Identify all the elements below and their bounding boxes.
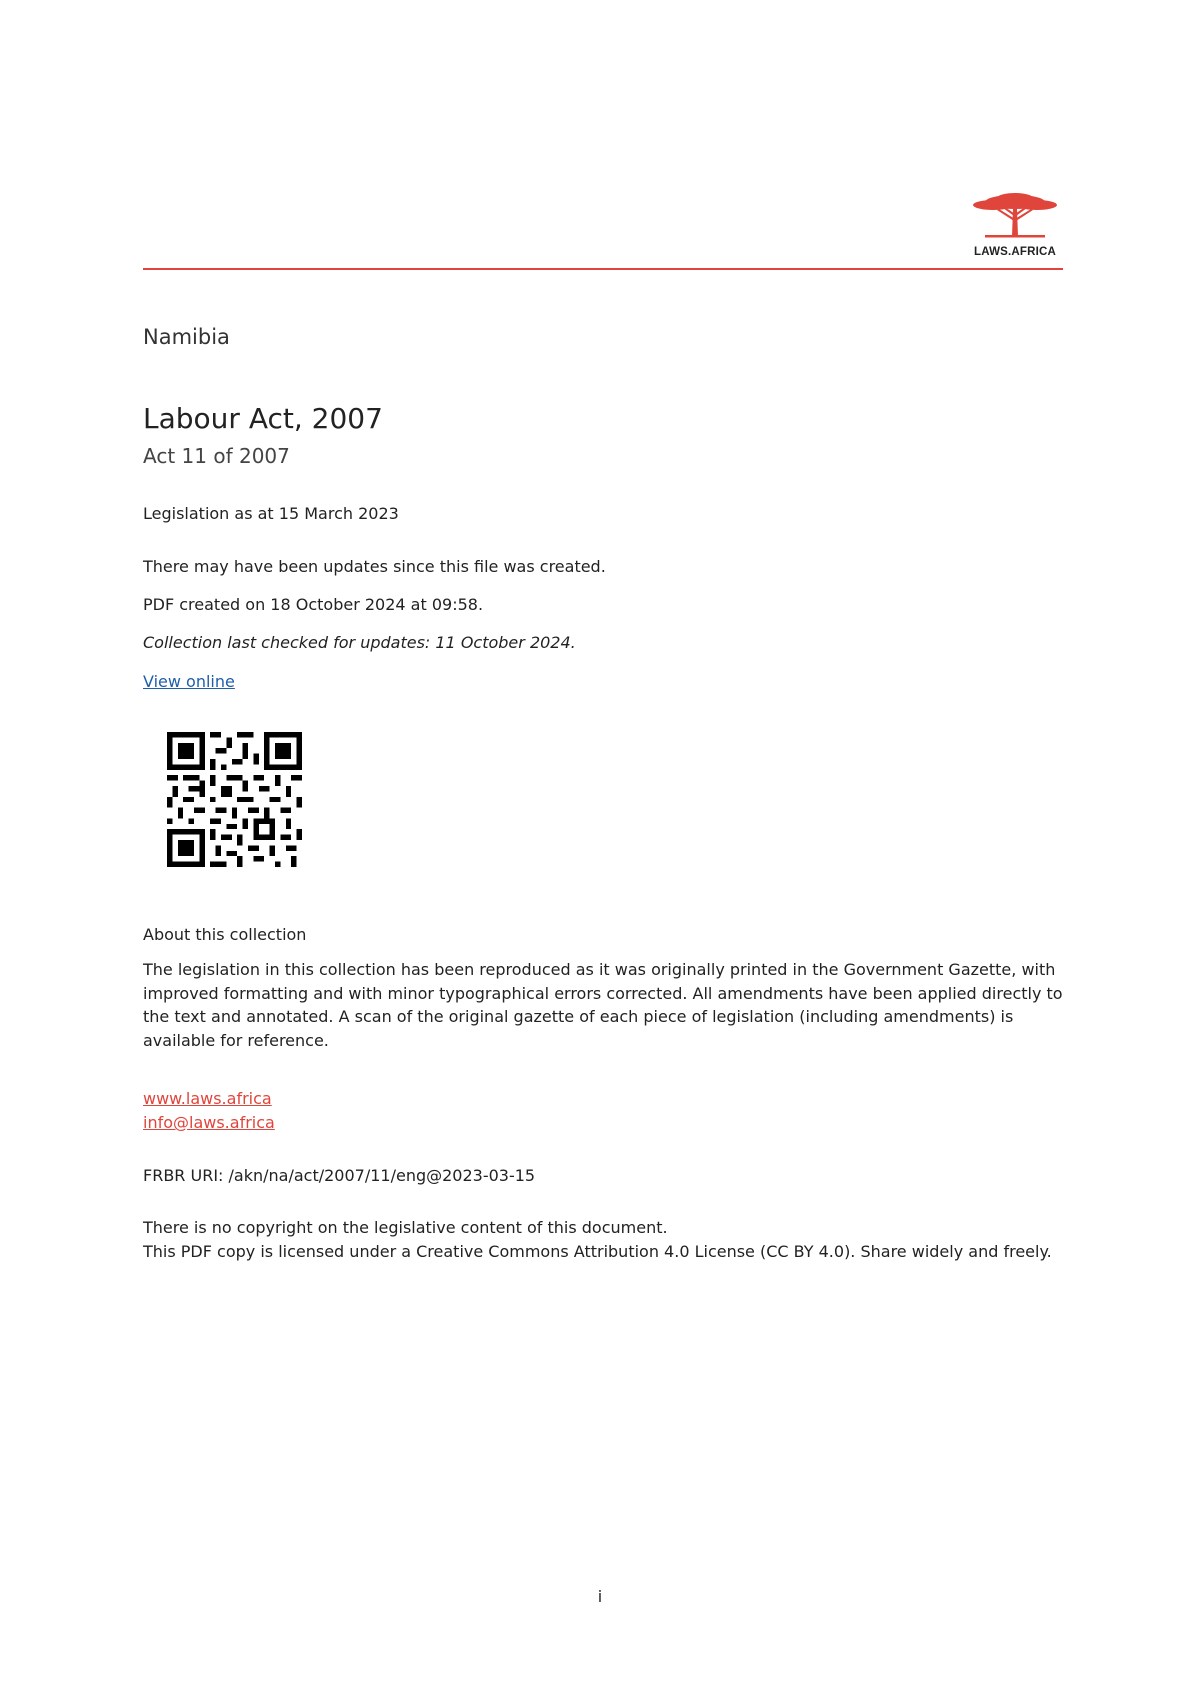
about-heading: About this collection [143,925,307,944]
view-online-link[interactable]: View online [143,672,235,691]
pdf-created: PDF created on 18 October 2024 at 09:58. [143,595,484,614]
frbr-uri: FRBR URI: /akn/na/act/2007/11/eng@2023-03-15 [143,1166,536,1185]
acacia-tree-icon [967,190,1063,246]
as-at-date: Legislation as at 15 March 2023 [143,504,399,523]
email-link[interactable]: info@laws.africa [143,1113,275,1132]
website-link[interactable]: www.laws.africa [143,1089,272,1108]
document-title: Labour Act, 2007 [143,402,383,435]
collection-checked: Collection last checked for updates: 11 October 2024. [143,633,576,652]
laws-africa-logo [967,190,1063,260]
header-rule [143,268,1063,270]
page-number: i [597,1587,603,1606]
document-subtitle: Act 11 of 2007 [143,444,290,468]
copyright-notice: There is no copyright on the legislative content of this document. [143,1218,668,1237]
country-name: Namibia [143,325,230,349]
about-paragraph: The legislation in this collection has been reproduced as it was originally printed in the Government Gazette, with improved formatting and with minor typographical errors corrected. All amendments have been applied directly to the text and annotated. A scan of the original gazette of each piece of legislation (including amendments) is available for reference. [143,960,1063,1050]
updates-notice: There may have been updates since this file was created. [143,557,606,576]
qr-code-icon [167,732,302,867]
license-notice: This PDF copy is licensed under a Creative Commons Attribution 4.0 License (CC BY 4.0). Share widely and freely. [143,1242,1052,1261]
logo-text: LAWS.AFRICA [973,246,1057,258]
